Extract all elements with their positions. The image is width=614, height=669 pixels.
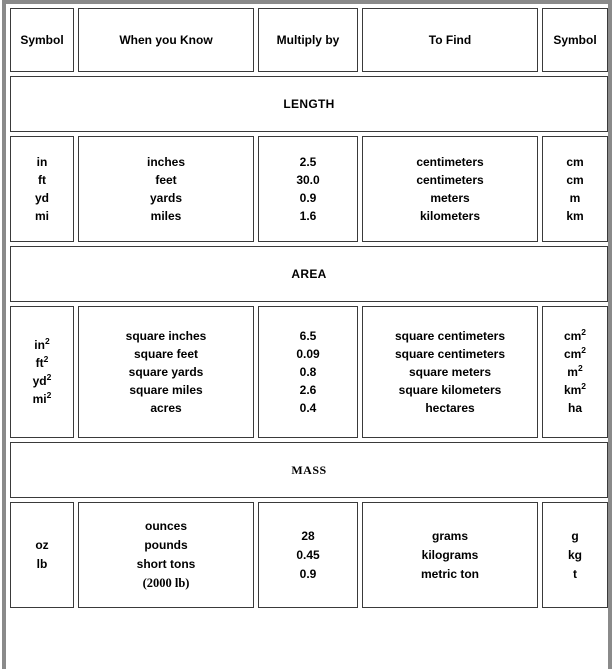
- metric-conversion-table: [6, 4, 612, 612]
- cell-line-stack: [11, 153, 73, 225]
- cell-line: inches: [146, 155, 185, 169]
- cell-line-stack: [11, 536, 73, 574]
- superscript-two: 2: [44, 336, 50, 346]
- cell-line: 0.9: [299, 191, 317, 205]
- cell-line: centimeters: [416, 155, 484, 169]
- cell-line: square meters: [408, 365, 492, 379]
- multiply-by-cell: [258, 306, 358, 438]
- cell-line: $m^2$: [567, 363, 583, 379]
- cell-line: g: [571, 528, 579, 543]
- multiply-by-cell: [258, 136, 358, 242]
- to-find-cell: [362, 502, 538, 608]
- cell-line: $yd^2$: [32, 372, 52, 388]
- column-header-2: Multiply by: [258, 8, 358, 72]
- cell-line: metric ton: [420, 566, 479, 581]
- when-you-know-cell: [78, 502, 254, 608]
- multiply-by-cell: [258, 502, 358, 608]
- superscript-two: 2: [46, 390, 52, 400]
- section-data-row-area: [10, 306, 608, 438]
- section-data-row-length: [10, 136, 608, 242]
- cell-line: centimeters: [416, 173, 484, 187]
- when-you-know-cell: [78, 306, 254, 438]
- cell-line-stack: [259, 327, 357, 417]
- cell-line: 0.9: [299, 566, 317, 581]
- cell-line: 1.6: [299, 209, 317, 223]
- cell-line: grams: [431, 528, 469, 543]
- cell-line: square feet: [133, 347, 199, 361]
- cell-line: acres: [150, 401, 182, 415]
- cell-line: yards: [149, 191, 183, 205]
- cell-line-stack: [79, 153, 253, 225]
- cell-line: 0.8: [299, 365, 317, 379]
- cell-line: $ft^2$: [35, 354, 49, 370]
- cell-line: ft: [38, 173, 46, 187]
- cell-line: yd: [34, 191, 49, 205]
- cell-line: (2000 lb): [142, 576, 190, 590]
- conversion-table-frame: [2, 0, 612, 669]
- to-find-cell: [362, 306, 538, 438]
- section-title-row: [10, 246, 608, 302]
- cell-line: 6.5: [299, 329, 317, 343]
- cell-line: $cm^2$: [563, 327, 587, 343]
- cell-line: $mi^2$: [32, 390, 52, 406]
- cell-line: kilometers: [419, 209, 481, 223]
- column-header-0: Symbol: [10, 8, 74, 72]
- cell-line: square centimeters: [394, 347, 506, 361]
- section-title-area: AREA: [10, 246, 608, 302]
- cell-line-stack: [363, 327, 537, 417]
- cell-line: 30.0: [296, 173, 320, 187]
- cell-line: mi: [34, 209, 49, 223]
- symbol-from-cell: [10, 136, 74, 242]
- cell-line: $cm^2$: [563, 345, 587, 361]
- cell-line: kilograms: [421, 547, 479, 562]
- superscript-two: 2: [46, 372, 52, 382]
- cell-line: square yards: [128, 365, 204, 379]
- cell-line: square inches: [125, 329, 207, 343]
- column-header-3: To Find: [362, 8, 538, 72]
- cell-line: m: [569, 191, 581, 205]
- cell-line: pounds: [144, 538, 188, 552]
- cell-line: 2.6: [299, 383, 317, 397]
- cell-line: short tons: [136, 557, 196, 571]
- column-header-4: Symbol: [542, 8, 608, 72]
- cell-line: $in^2$: [34, 336, 50, 352]
- cell-line-stack: [79, 517, 253, 593]
- symbol-from-cell: [10, 306, 74, 438]
- symbol-to-cell: [542, 306, 608, 438]
- superscript-two: 2: [577, 363, 583, 373]
- superscript-two: 2: [43, 354, 49, 364]
- cell-line: lb: [36, 557, 48, 571]
- cell-line: 2.5: [299, 155, 317, 169]
- section-title-mass: MASS: [10, 442, 608, 498]
- superscript-two: 2: [581, 327, 587, 337]
- cell-line: 0.4: [299, 401, 317, 415]
- cell-line: km: [566, 209, 584, 223]
- cell-line-stack: [543, 527, 607, 584]
- cell-line: cm: [566, 155, 584, 169]
- cell-line-stack: [543, 327, 607, 417]
- section-data-row-mass: [10, 502, 608, 608]
- table-body: [10, 8, 608, 608]
- cell-line-stack: [259, 153, 357, 225]
- to-find-cell: [362, 136, 538, 242]
- cell-line: hectares: [425, 401, 475, 415]
- superscript-two: 2: [581, 345, 587, 355]
- table-header-row: [10, 8, 608, 72]
- when-you-know-cell: [78, 136, 254, 242]
- cell-line-stack: [11, 336, 73, 408]
- cell-line: ounces: [144, 519, 187, 533]
- cell-line: feet: [155, 173, 177, 187]
- cell-line-stack: [363, 153, 537, 225]
- cell-line: 0.45: [296, 547, 320, 562]
- column-header-1: When you Know: [78, 8, 254, 72]
- cell-line: square kilometers: [398, 383, 502, 397]
- cell-line: oz: [35, 538, 49, 552]
- section-title-row: [10, 442, 608, 498]
- cell-line: t: [573, 566, 577, 581]
- symbol-to-cell: [542, 502, 608, 608]
- symbol-from-cell: [10, 502, 74, 608]
- cell-line: ha: [567, 401, 582, 415]
- cell-line: $km^2$: [563, 381, 587, 397]
- cell-line: miles: [150, 209, 182, 223]
- cell-line-stack: [79, 327, 253, 417]
- cell-line: 28: [301, 528, 315, 543]
- cell-line: kg: [567, 547, 582, 562]
- superscript-two: 2: [581, 381, 587, 391]
- cell-line: cm: [566, 173, 584, 187]
- cell-line-stack: [543, 153, 607, 225]
- section-title-length: LENGTH: [10, 76, 608, 132]
- cell-line-stack: [259, 527, 357, 584]
- cell-line: square centimeters: [394, 329, 506, 343]
- cell-line: 0.09: [296, 347, 320, 361]
- section-title-row: [10, 76, 608, 132]
- cell-line-stack: [363, 527, 537, 584]
- cell-line: square miles: [129, 383, 203, 397]
- symbol-to-cell: [542, 136, 608, 242]
- cell-line: in: [36, 155, 48, 169]
- cell-line: meters: [430, 191, 470, 205]
